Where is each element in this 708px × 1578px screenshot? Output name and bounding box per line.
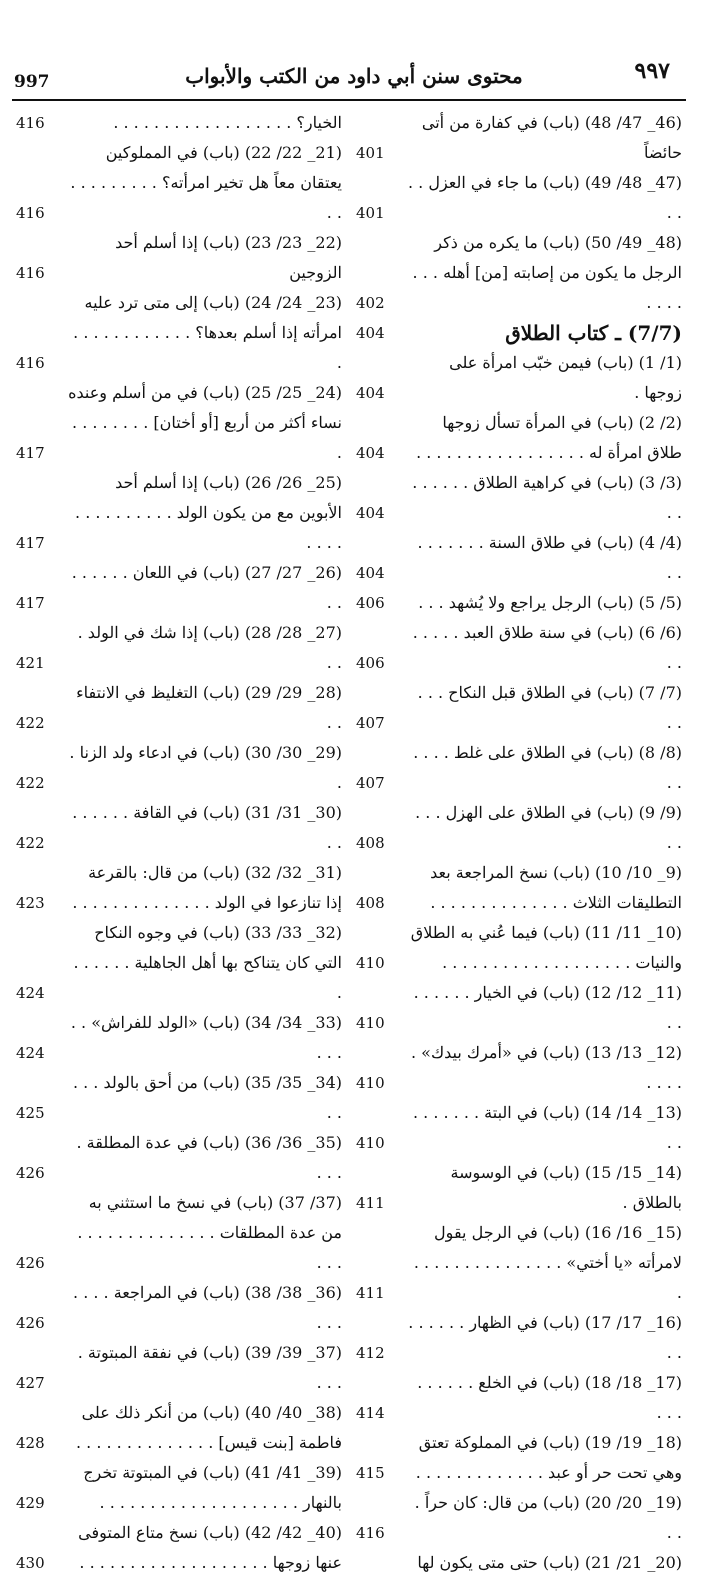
entry-page-number: 424: [16, 1044, 45, 1062]
entry-title: (21_ 22/ 22) (باب) في المملوكين يعتقان معاً هل تخير امرأته؟ . . . . . . . . . . .: [65, 143, 342, 222]
entry-title: (37_ 39/ 39) (باب) في نفقة المبتوتة . . . .: [72, 1343, 342, 1392]
entry-title: (38_ 40/ 40) (باب) من أنكر ذلك على فاطمة [بنت قيس] . . . . . . . . . . . . . .: [75, 1403, 342, 1452]
entry-page-number: 401: [356, 204, 385, 222]
entry-page-number: 404: [356, 324, 385, 342]
toc-entry: [12, 1068, 342, 1128]
entry-title: (31_ 32/ 32) (باب) من قال: بالقرعة إذا تنازعوا في الولد . . . . . . . . . . . . . .: [72, 863, 342, 912]
toc-entry: [352, 1098, 682, 1158]
entry-page-number: 422: [16, 774, 45, 792]
toc-entry: [12, 798, 342, 858]
entry-title: (12_ 13/ 13) (باب) في «أمرك بيدك» . . . . .: [405, 1043, 682, 1092]
entry-title: (6/ 6) (باب) في سنة طلاق العبد . . . . . . .: [407, 623, 682, 672]
entry-title: (8/ 8) (باب) في الطلاق على غلط . . . . . .: [408, 743, 682, 792]
toc-entry: [352, 1158, 682, 1218]
entry-title: (9_ 10/ 10) (باب) نسخ المراجعة بعد التطليقات الثلاث . . . . . . . . . . . . . .: [425, 863, 682, 912]
toc-entry: [352, 1218, 682, 1308]
entry-page-number: 422: [16, 834, 45, 852]
entry-page-number: 410: [356, 1134, 385, 1152]
entry-title: (26_ 27/ 27) (باب) في اللعان . . . . . . . .: [66, 563, 342, 612]
entry-page-number: 402: [356, 294, 385, 312]
toc-entry: [12, 1128, 342, 1188]
toc-entry: [352, 108, 682, 168]
entry-title: (4/ 4) (باب) في طلاق السنة . . . . . . . . .: [412, 533, 682, 582]
toc-entry: [352, 468, 682, 528]
toc-entry: [12, 1458, 342, 1518]
toc-entry: [12, 468, 342, 558]
entry-title: (16_ 17/ 17) (باب) في الظهار . . . . . . . .: [403, 1313, 682, 1362]
entry-page-number: 417: [16, 444, 45, 462]
toc-entry: [12, 678, 342, 738]
entry-page-number: 407: [356, 714, 385, 732]
entry-page-number: 412: [356, 1344, 385, 1362]
entry-title: (40_ 42/ 42) (باب) نسخ متاع المتوفى عنها زوجها . . . . . . . . . . . . . . . . . . .: [73, 1523, 342, 1572]
entry-page-number: 426: [16, 1314, 45, 1332]
entry-page-number: 410: [356, 1014, 385, 1032]
toc-entry: [12, 1008, 342, 1068]
entry-page-number: 408: [356, 894, 385, 912]
entry-page-number: 404: [356, 564, 385, 582]
toc-entry: [12, 108, 342, 138]
page-header: [0, 0, 708, 100]
toc-entry: [12, 1278, 342, 1338]
entry-title: (27_ 28/ 28) (باب) إذا شك في الولد . . .: [72, 623, 342, 672]
chapter-heading: [352, 318, 682, 348]
entry-page-number: 426: [16, 1164, 45, 1182]
entry-page-number: 416: [16, 354, 45, 372]
entry-title: (28_ 29/ 29) (باب) التغليظ في الانتفاء . .: [71, 683, 342, 732]
entry-title: الخيار؟ . . . . . . . . . . . . . . . . . .: [113, 113, 342, 132]
entry-page-number: 410: [356, 954, 385, 972]
entry-page-number: 429: [16, 1494, 45, 1512]
page-number-latin: 997: [14, 72, 50, 92]
toc-entry: [352, 1368, 682, 1428]
entry-page-number: 416: [356, 1524, 385, 1542]
toc-entry: [352, 618, 682, 678]
toc-entry: [352, 228, 682, 318]
entry-page-number: 430: [16, 1554, 45, 1572]
header-rule: [12, 99, 686, 101]
toc-entry: [352, 1548, 682, 1578]
entry-title: (19_ 20/ 20) (باب) من قال: كان حراً . . .: [409, 1493, 682, 1542]
entry-page-number: 406: [356, 594, 385, 612]
toc-right-column: [352, 108, 682, 1578]
entry-title: (23_ 24/ 24) (باب) إلى متى ترد عليه امرأته إذا أسلم بعدها؟ . . . . . . . . . . . . .: [68, 293, 342, 372]
entry-title: (25_ 26/ 26) (باب) إذا أسلم أحد الأبوين مع من يكون الولد . . . . . . . . . . . . . .: [69, 473, 342, 552]
entry-page-number: 404: [356, 444, 385, 462]
entry-page-number: 422: [16, 714, 45, 732]
toc-entry: [352, 798, 682, 858]
toc-entry: [12, 738, 342, 798]
toc-entry: [12, 618, 342, 678]
toc-entry: [352, 168, 682, 228]
entry-title: (9/ 9) (باب) في الطلاق على الهزل . . . . .: [410, 803, 682, 852]
toc-entry: [12, 228, 342, 288]
entry-title: (47_ 48/ 49) (باب) ما جاء في العزل . . . .: [402, 173, 682, 222]
toc-entry: [12, 1188, 342, 1278]
entry-page-number: 416: [16, 264, 45, 282]
toc-entry: [12, 858, 342, 918]
entry-title: (7/7) ـ كتاب الطلاق: [505, 321, 682, 345]
entry-page-number: 421: [16, 654, 45, 672]
entry-page-number: 417: [16, 534, 45, 552]
entry-page-number: 424: [16, 984, 45, 1002]
entry-title: (3/ 3) (باب) في كراهية الطلاق . . . . . . . .: [407, 473, 682, 522]
entry-title: (1/ 1) (باب) فيمن خبّب امرأة على زوجها .: [444, 353, 682, 402]
toc-entry: [12, 378, 342, 468]
entry-page-number: 426: [16, 1254, 45, 1272]
entry-page-number: 414: [356, 1404, 385, 1422]
toc-entry: [352, 738, 682, 798]
toc-entry: [352, 1488, 682, 1548]
entry-title: (2/ 2) (باب) في المرأة تسأل زوجها طلاق امرأة له . . . . . . . . . . . . . . . . .: [416, 413, 682, 462]
toc-entry: [352, 978, 682, 1038]
toc-entry: [352, 678, 682, 738]
entry-title: (24_ 25/ 25) (باب) في من أسلم وعنده نساء أكثر من أربع [أو أختان] . . . . . . . . .: [63, 383, 342, 462]
toc-entry: [12, 918, 342, 1008]
toc-entry: [352, 1038, 682, 1098]
entry-title: (48_ 49/ 50) (باب) ما يكره من ذكر الرجل ما يكون من إصابته [من] أهله . . . . . . .: [407, 233, 682, 312]
entry-title: (39_ 41/ 41) (باب) في المبتوتة تخرج بالنهار . . . . . . . . . . . . . . . . . . . .: [78, 1463, 342, 1512]
entry-title: (18_ 19/ 19) (باب) في المملوكة تعتق وهي تحت حر أو عبد . . . . . . . . . . . . .: [413, 1433, 682, 1482]
entry-page-number: 415: [356, 1464, 385, 1482]
toc-entry: [352, 858, 682, 918]
entry-page-number: 407: [356, 774, 385, 792]
entry-page-number: 417: [16, 594, 45, 612]
entry-page-number: 416: [16, 204, 45, 222]
entry-title: (13_ 14/ 14) (باب) في البتة . . . . . . . . .: [407, 1103, 682, 1152]
entry-page-number: 408: [356, 834, 385, 852]
entry-title: (30_ 31/ 31) (باب) في القافة . . . . . . . .: [67, 803, 342, 852]
entry-page-number: 404: [356, 504, 385, 522]
page-number-arabic: ٩٩٧: [634, 58, 670, 84]
entry-title: (22_ 23/ 23) (باب) إذا أسلم أحد الزوجين: [109, 233, 342, 282]
entry-title: (10_ 11/ 11) (باب) فيما عُني به الطلاق والنيات . . . . . . . . . . . . . . . . . . .: [405, 923, 682, 972]
toc-entry: [352, 408, 682, 468]
entry-title: (37/ 37) (باب) في نسخ ما استثني به من عدة المطلقات . . . . . . . . . . . . . . . . .: [72, 1193, 342, 1272]
entry-page-number: 427: [16, 1374, 45, 1392]
entry-title: (34_ 35/ 35) (باب) من أحق بالولد . . . . .: [67, 1073, 342, 1122]
toc-entry: [352, 348, 682, 408]
entry-page-number: 411: [356, 1284, 385, 1302]
toc-entry: [12, 1398, 342, 1458]
entry-title: (17_ 18/ 18) (باب) في الخلع . . . . . . . . .: [412, 1373, 682, 1422]
toc-entry: [352, 588, 682, 618]
entry-title: (11_ 12/ 12) (باب) في الخيار . . . . . . . .: [408, 983, 682, 1032]
entry-page-number: 410: [356, 1074, 385, 1092]
entry-title: (7/ 7) (باب) في الطلاق قبل النكاح . . . . .: [412, 683, 682, 732]
entry-title: (20_ 21/ 21) (باب) حتى متى يكون لها: [417, 1553, 682, 1572]
entry-title: (46_ 47/ 48) (باب) في كفارة من أتى حائضاً: [416, 113, 682, 162]
entry-title: (29_ 30/ 30) (باب) في ادعاء ولد الزنا . .: [64, 743, 342, 792]
entry-page-number: 411: [356, 1194, 385, 1212]
entry-title: (5/ 5) (باب) الرجل يراجع ولا يُشهد . . .: [418, 593, 682, 612]
entry-title: (15_ 16/ 16) (باب) في الرجل يقول لامرأته «يا أختي» . . . . . . . . . . . . . . . .: [408, 1223, 682, 1302]
entry-page-number: 423: [16, 894, 45, 912]
toc-entry: [12, 138, 342, 228]
toc-entry: [352, 528, 682, 588]
entry-title: (14_ 15/ 15) (باب) في الوسوسة بالطلاق .: [445, 1163, 682, 1212]
entry-page-number: 416: [16, 114, 45, 132]
toc-entry: [12, 558, 342, 618]
toc-entry: [352, 1428, 682, 1488]
toc-entry: [12, 1518, 342, 1578]
entry-title: (36_ 38/ 38) (باب) في المراجعة . . . . . . .: [67, 1283, 342, 1332]
page-title: محتوى سنن أبي داود من الكتب والأبواب: [185, 64, 523, 88]
toc-left-column: [12, 108, 342, 1578]
entry-page-number: 401: [356, 144, 385, 162]
entry-title: (32_ 33/ 33) (باب) في وجوه النكاح التي كان يتناكح بها أهل الجاهلية . . . . . . .: [68, 923, 342, 1002]
entry-page-number: 425: [16, 1104, 45, 1122]
toc-entry: [352, 918, 682, 978]
entry-title: (35_ 36/ 36) (باب) في عدة المطلقة . . . .: [71, 1133, 342, 1182]
toc-entry: [12, 288, 342, 378]
entry-page-number: 406: [356, 654, 385, 672]
entry-title: (33_ 34/ 34) (باب) «الولد للفراش» . . . . .: [65, 1013, 342, 1062]
toc-entry: [352, 1308, 682, 1368]
entry-page-number: 428: [16, 1434, 45, 1452]
entry-page-number: 404: [356, 384, 385, 402]
toc-entry: [12, 1338, 342, 1398]
